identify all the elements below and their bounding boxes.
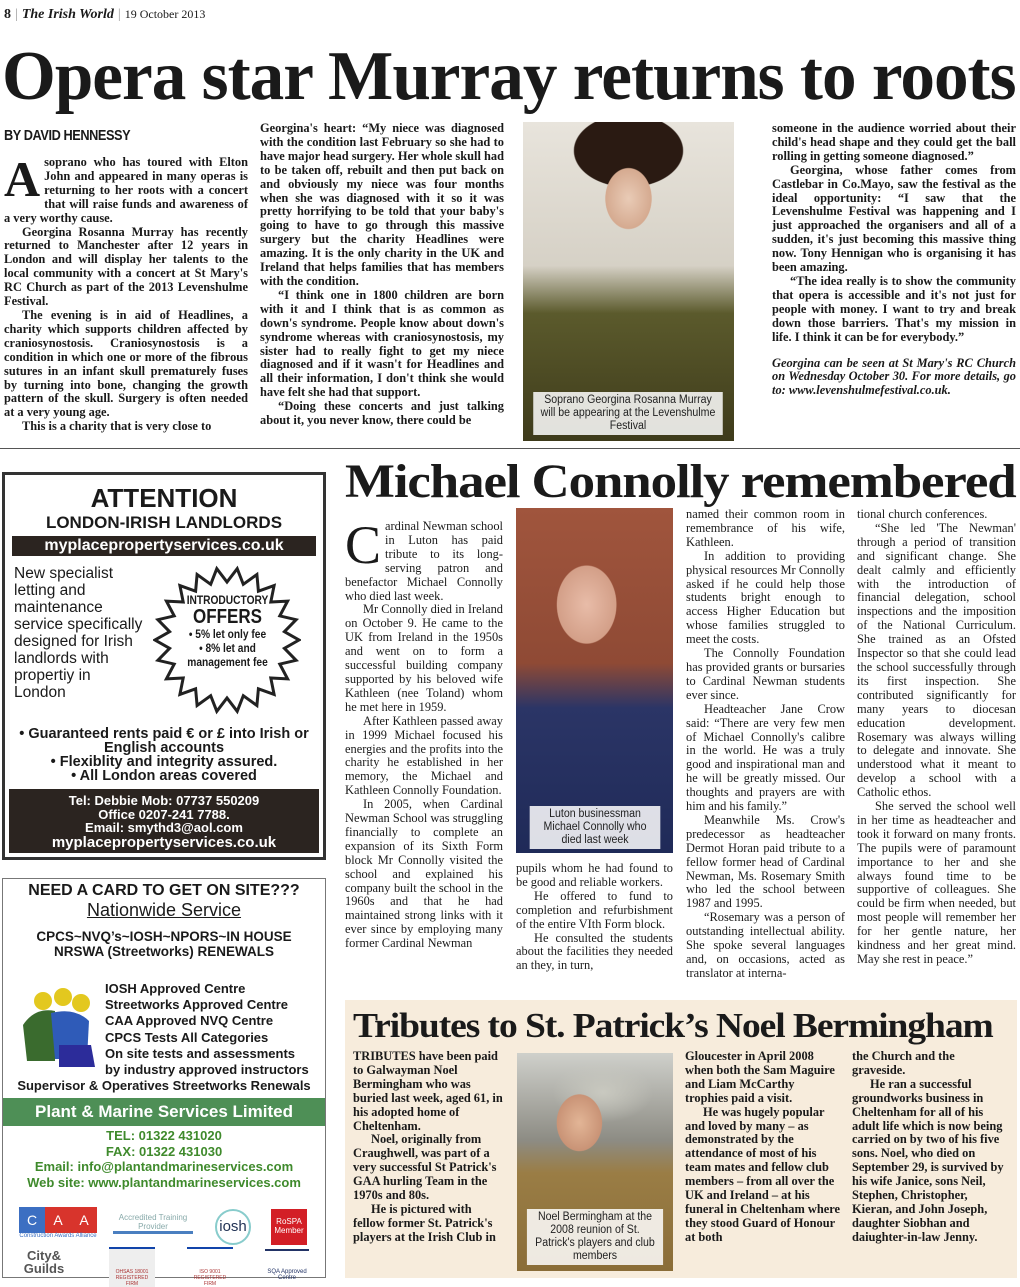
paragraph: TRIBUTES have been paid to Galwayman Noel Bermingham who was buried last week, aged 61, in his adopted home of Cheltenham. [353,1049,503,1133]
ohsas-logo: OHSAS 18001 REGISTERED FIRM [109,1247,155,1287]
paragraph: He ran a successful groundworks business in Cheltenham for all of his adult life which is now being carried on by two of his five sons. Noel, who died on September 29, is survived by his wife Janice, sons Neil, Stephen, Christopher, Kieran, and John Joseph, daughter Siobhan and daiughter-in-law Jenny. [852,1076,1004,1244]
paragraph: Mr Connolly died in Ireland on October 9. He came to the UK from Ireland in the 1950s and went on to form a successful building company supported by his beloved wife Kathleen (nee Toland) whom he met here in 1959. [345,602,503,714]
connolly-column-1 [345,515,503,951]
paragraph: This is a charity that is very close to [22,419,212,434]
rospa-logo: RoSPA Member [271,1209,307,1245]
ad-subtitle: LONDON-IRISH LANDLORDS [45,513,283,532]
offer-line: • 8% let and management fee [187,641,268,669]
ad-website-link[interactable]: Web site: www.plantandmarineservices.com [27,1174,301,1190]
list-item: by industry approved instructors [105,1062,309,1078]
tributes-column-2 [685,1050,840,1245]
photo-caption: Luton businessman Michael Connolly who died last week [530,806,661,849]
drop-cap: C [345,515,382,575]
ad-subtitle: Nationwide Service [86,900,242,920]
paragraph: He offered to fund to completion and refurbishment of the entire VIth Form block. [516,888,673,931]
opera-column-2 [260,122,504,428]
paragraph: Meanwhile Ms. Crow's predecessor as headteacher Dermot Horan paid tribute to a fellow former head of Cardinal Newman, Ms. Rosemary Smith who led the school between 1987 and 1995. [686,812,845,911]
ad-phone: Tel: Debbie Mob: 07737 550209 [68,793,260,808]
paragraph: The Connolly Foundation has provided grants or bursaries to Cardinal Newman students ever since. [686,646,845,702]
event-details: Georgina can be seen at St Mary's RC Church on Wednesday October 30. For more details, go to: www.levenshulmefestival.co.uk. [772,355,1016,398]
paragraph: named their common room in remembrance of his wife, Kathleen. [686,507,845,549]
michael-connolly-photo [516,508,673,853]
tributes-article [345,1000,1017,1278]
ad-bullet: • All London areas covered [71,768,257,784]
tributes-column-3 [852,1050,1010,1245]
ad-supervisor-line: Supervisor & Operatives Streetworks Renewals [17,1078,311,1093]
paragraph: “Doing these concerts and just talking about it, you never know, there could be [260,399,504,428]
ad-features [105,981,309,1078]
ad-contact-box [9,789,319,853]
connolly-headline: Michael Connolly remembered [345,455,1016,508]
caa-logo: C A A Construction Awards Alliance [19,1207,97,1239]
opera-singer-photo [523,122,734,441]
section-divider [0,448,1020,449]
paragraph: the Church and the graveside. [852,1049,955,1077]
opera-column-1 [4,151,248,434]
company-name-banner: Plant & Marine Services Limited [3,1098,325,1126]
paragraph: Gloucester in April 2008 when both the Sam Maguire and Liam McCarthy trophies paid a visit. [685,1049,835,1105]
paragraph: Noel, originally from Craughwell, was part of a very successful St Patrick's GAA hurling Team in the 1970s and 80s. [353,1132,497,1203]
paragraph: After Kathleen passed away in 1999 Michael focused his energies and the profits into the charity he established in her memory, the Michael and Kathleen Connolly Foundation. [345,713,503,798]
paragraph: “Rosemary was a person of outstanding intellectual ability. She spoke several languages and, on occasions, acted as translator at interna- [686,910,845,980]
page-number: 8 [4,7,11,22]
ad-website-link[interactable]: myplacepropertyservices.co.uk [12,536,316,556]
ad-title: ATTENTION [90,483,238,513]
noel-bermingham-photo [517,1053,673,1271]
connolly-column-2 [516,862,673,973]
opera-headline: Opera star Murray returns to roots [2,38,1016,115]
photo-caption: Noel Bermingham at the 2008 reunion of St. Patrick's players and club members [527,1209,663,1265]
paragraph: ardinal Newman school in Luton has paid tribute to its long-serving patron and benefactor Michael Connolly who died last week. [345,519,503,603]
issue-date: 19 October 2013 [124,7,206,21]
tributes-column-1 [353,1050,503,1245]
tributes-headline: Tributes to St. Patrick’s Noel Bermingham [353,1006,993,1045]
newspaper-name: The Irish World [21,7,114,22]
photo-caption: Soprano Georgina Rosanna Murray will be appearing at the Levenshulme Festival [533,392,723,435]
paragraph: pupils whom he had found to be good and reliable workers. [516,861,673,889]
list-item: On site tests and assessments [105,1045,296,1061]
offer-line: • 5% let only fee [188,627,267,641]
paragraph: Georgina's heart: “My niece was diagnosed with the condition last February so she had to have major head surgery. Her whole skull had to be taken off, rebuilt and then put back on and obviously my niece was four months when she was diagnosed with it so it was pretty horrifying to be told that your baby's going to have to go through this massive surgery but the charity Headlines were amazing. It is the only charity in the UK and Ireland that helps families that has members with the condition. [260,121,504,288]
ad-phone: TEL: 01322 431020 [106,1128,222,1143]
paragraph: “She led 'The Newman' through a period of transition and significant change. She dealt calmly and efficiently with the introduction of financial delegation, school inspections and the imposition of the National Curriculum. She trained as an Ofsted Inspector so that she could lead the school successfully through its first inspection. She contributed significantly for many years to diocesan education development. Rosemary was always willing to delegate and innovate. She understood what it meant to develop a school with a Catholic ethos. [857,520,1016,800]
plant-marine-advert [2,878,326,1287]
ad-bullet: • Flexiblity and integrity assured. [50,754,278,770]
connolly-column-3 [686,508,845,981]
list-item: IOSH Approved Centre [105,981,246,996]
landlords-advert [2,472,326,860]
paragraph: The evening is in aid of Headlines, a charity which supports children affected by craniosynostosis. Craniosynostosis is a condition in which one or more of the fibrous sutures in an infant skull prematurely fuses by turning into bone, changing the growth pattern of the skull. Surgery is often needed at a very young age. [4,307,248,420]
paragraph: “I think one in 1800 children are born with it and I think that is as common as down's syndrome. People know about down's syndrome whereas with craniosynostosis, my sister had to really fight to get my niece diagnosed and if it wasn't for Headlines and all their information, I don't think she would have felt she had that support. [260,287,504,400]
ad-contacts [3,1128,325,1190]
connolly-column-4 [857,508,1016,967]
list-item: Streetworks Approved Centre [105,997,289,1013]
paragraph: She served the school well in her time as headteacher and took it forward on many fronts. The pupils were of paramount importance to her and she always found time to be supportive of colleagues. She could be firm when needed, but most people will remember her for her gentle nature, her kindness and her great mind. May she rest in peace.” [857,799,1016,966]
paragraph: In addition to providing physical resources Mr Connolly asked if he could help those students bright enough to access Higher Education but whose families struggled to meet the costs. [686,548,845,647]
list-item: CPCS Tests All Categories [105,1029,269,1045]
paragraph: someone in the audience worried about their child's head shape and they could get the ball rolling in getting someone diagnosed.” [772,121,1016,163]
city-guilds-logo: City& Guilds [23,1248,65,1276]
drop-cap: A [4,151,41,207]
paragraph: tional church conferences. [857,507,988,521]
ad-title: NEED A CARD TO GET ON SITE??? [28,882,300,899]
paragraph: He consulted the students about the facilities they needed an they, in turn, [516,930,673,973]
iso-logo: ISO 9001 REGISTERED FIRM [187,1247,233,1287]
paragraph: “The idea really is to show the community that opera is accessible and it's not just for people with money. I want to try and break down those barriers. That's my mission in life. I think it can be for everybody.” [772,273,1016,344]
paragraph: Georgina Rosanna Murray has recently returned to Manchester after 12 years in London and will display her talents to the local community with a concert at St Mary's RC Church as part of the 2013 Levenshulme Festival. [4,224,248,309]
sqa-logo: SQA Approved Centre [265,1249,309,1281]
paragraph: soprano who has toured with Elton John and appeared in many operas is returning to her roots with a concert that will raise funds and awareness of a very worthy cause. [4,155,248,225]
ad-line: CPCS~NVQ’s~IOSH~NPORS~IN HOUSE [36,929,292,944]
ad-email[interactable]: Email: info@plantandmarineservices.com [34,1159,294,1174]
npors-logo: Accredited Training Provider [113,1213,193,1234]
byline: BY DAVID HENNESSY [4,127,131,144]
ad-email[interactable]: Email: smythd3@aol.com [85,820,243,835]
offer-burst [179,593,277,669]
paragraph: He is pictured with fellow former St. Patrick's players at the Irish Club in [353,1201,496,1244]
ad-bullets [11,727,317,783]
iosh-logo: iosh [215,1209,251,1245]
paragraph: Headteacher Jane Crow said: “There are very few men of Michael Connolly's calibre in the world. He was a truly good and inspirational man and he will be greatly missed. Our thoughts and prayers are with him and his family.” [686,701,845,814]
offer-heading: OFFERS [193,606,262,628]
paragraph: In 2005, when Cardinal Newman School was struggling financially to complete an expansion of its Sixth Form block Mr Connolly visited the school and explained his company built the school in the 1960s and that he had maintained strong links with it ever since by employing many former Cardinal Newman [345,797,503,951]
list-item: CAA Approved NVQ Centre [105,1013,274,1029]
ad-website-link[interactable]: myplacepropertyservices.co.uk [51,833,277,851]
ad-body: New specialist letting and maintenance service specifically designed for Irish landlords with propertiy in London [14,565,143,701]
page-folio: 8 | The Irish World | 19 October 2013 [4,7,206,22]
ad-fax: FAX: 01322 431030 [105,1143,223,1159]
ad-office-phone: Office 0207-241 7788. [98,806,230,822]
workers-illustration-icon [15,985,103,1073]
offer-title: INTRODUCTORY [186,593,269,607]
paragraph: He was hugely popular and loved by many – as demonstrated by the attendance of most of his team mates and fellow club members – from all over the UK and Ireland – at his funeral in Cheltenham where they stood Guard of Honour at both [685,1104,840,1244]
opera-column-3 [772,122,1016,398]
paragraph: Georgina, whose father comes from Castlebar in Co.Mayo, saw the festival as the ideal opportunity: “I saw that the Levenshulme Festival was happening and I just approached the organisers and all of a sudden, it's just becoming this massive thing now. Tony Hennigan who is organising it has been amazing. [772,162,1016,275]
ad-bullet: • Guaranteed rents paid € or £ into Irish or English accounts [19,726,309,756]
ad-line: NRSWA (Streetworks) RENEWALS [53,944,275,959]
